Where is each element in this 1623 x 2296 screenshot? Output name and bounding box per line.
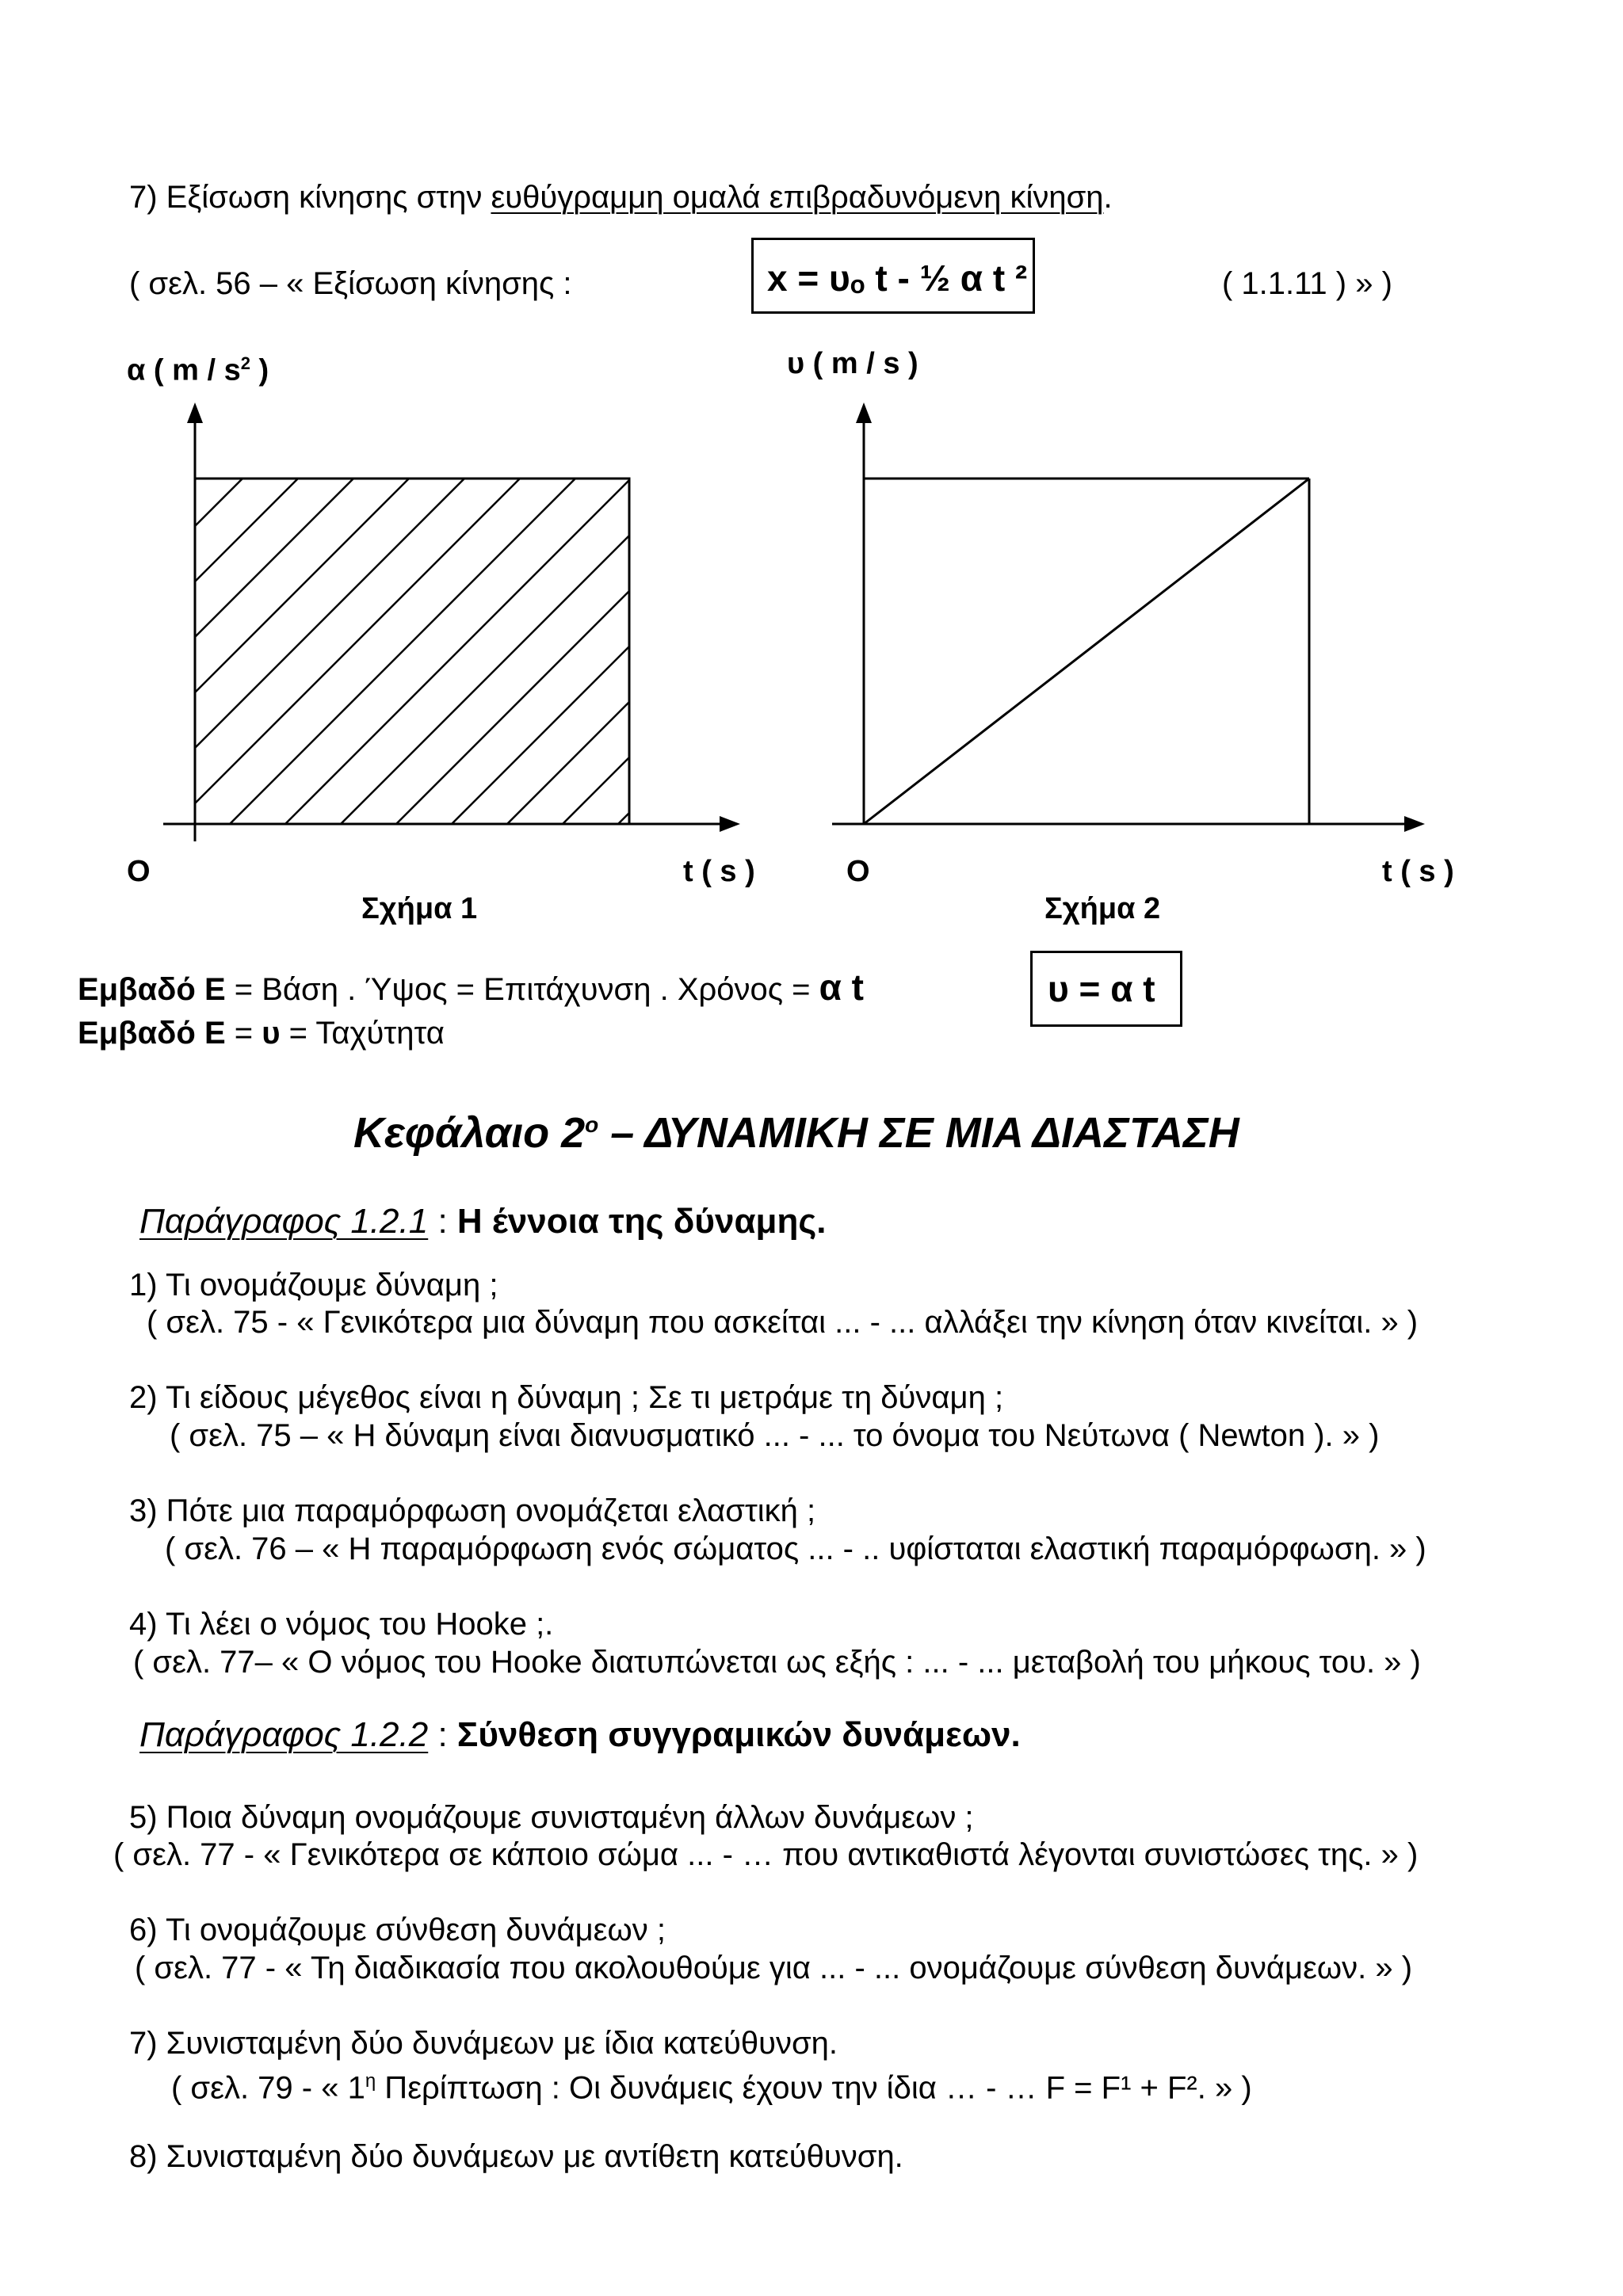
answer-4: ( σελ. 77– « Ο νόμος του Hooke διατυπώνεται ως εξής : ... - ... μεταβολή του μήκους του. » ) [133,1645,1421,1680]
item-7-end: . [1103,180,1113,215]
question-2: 2) Τι είδους μέγεθος είναι η δύναμη ; Σε τι μετράμε τη δύναμη ; [129,1380,1004,1415]
answer-3: ( σελ. 76 – « Η παραμόρφωση ενός σώματος ... - .. υφίσταται ελαστική παραμόρφωση. » ) [165,1531,1426,1566]
question-8: 8) Συνισταμένη δύο δυνάμεων με αντίθετη κατεύθυνση. [129,2139,903,2174]
item-7-text: 7) Εξίσωση κίνησης στην [129,180,491,215]
graph2 [832,402,1425,832]
answer-6: ( σελ. 77 - « Τη διαδικασία που ακολουθούμε για ... - ... ονομάζουμε σύνθεση δυνάμεων. » ) [135,1951,1413,1985]
answer-7: ( σελ. 79 - « $1^\eta$ Περίπτωση : Οι δυνάμεις έχουν την ίδια … - … F = F¹ + F². » ) [171,2070,1252,2106]
question-1: 1) Τι ονομάζουμε δύναμη ; [129,1268,498,1302]
question-5: 5) Ποια δύναμη ονομάζουμε συνισταμένη άλλων δυνάμεων ; [129,1800,974,1835]
graph2-x-arrow [1404,816,1425,832]
area-line-2: Εμβαδό Ε = υ = Ταχύτητα [78,1016,445,1051]
question-3: 3) Πότε μια παραμόρφωση ονομάζεται ελαστική ; [129,1493,816,1528]
item-7-underlined: ευθύγραμμη ομαλά επιβραδυνόμενη κίνηση [491,180,1104,215]
graph1-x-arrow [720,816,740,832]
paragraph-heading-2: Παράγραφος 1.2.2 : Σύνθεση συγγραμικών δυνάμεων. [139,1715,1021,1754]
graph2-origin: O [846,855,870,888]
graph1-xlabel: t ( s ) [683,855,755,888]
graph1-ylabel: α ( m / $s^2$ ) [127,353,269,387]
graph2-caption: Σχήμα 2 [1044,892,1161,925]
graph2-y-arrow [856,402,872,423]
question-4: 4) Τι λέει ο νόμος του Hooke ;. [129,1607,554,1642]
velocity-formula: υ = α t [1048,968,1155,1009]
graph2-xlabel: t ( s ) [1382,855,1454,888]
graph2-ylabel: υ ( m / s ) [787,347,918,380]
answer-1: ( σελ. 75 - « Γενικότερα μια δύναμη που ασκείται ... - ... αλλάξει την κίνηση όταν κινείται. » ) [147,1305,1419,1340]
answer-5: ( σελ. 77 - « Γενικότερα σε κάποιο σώμα ... - … που αντικαθιστά λέγονται συνιστώσες της. » ) [113,1837,1419,1872]
graph1-origin: O [127,855,151,888]
question-7: 7) Συνισταμένη δύο δυνάμεων με ίδια κατεύθυνση. [129,2026,838,2061]
question-6: 6) Τι ονομάζουμε σύνθεση δυνάμεων ; [129,1913,666,1947]
equation-formula: x = υₒ t - ½ α t ² [767,257,1028,299]
answer-2: ( σελ. 75 – « Η δύναμη είναι διανυσματικό ... - ... το όνομα του Νεύτωνα ( Newton ). » ) [170,1418,1380,1453]
graph1-y-arrow [187,402,203,423]
graph1-hatch [195,479,964,843]
graph2-diagonal [864,479,1309,824]
equation-reference: ( σελ. 56 – « Εξίσωση κίνησης : [129,266,572,301]
chapter-title: Κεφάλαιο $2^o$ – ΔΥΝΑΜΙΚΗ ΣΕ ΜΙΑ ΔΙΑΣΤΑΣΗ [353,1109,1239,1157]
equation-number: ( 1.1.11 ) » ) [1222,266,1392,301]
graph1-caption: Σχήμα 1 [361,892,478,925]
paragraph-heading-1: Παράγραφος 1.2.1 : Η έννοια της δύναμης. [139,1202,827,1241]
area-line-1: Εμβαδό Ε = Βάση . Ύψος = Επιτάχυνση . Χρόνος = α t [78,967,864,1008]
graph1 [163,402,964,843]
